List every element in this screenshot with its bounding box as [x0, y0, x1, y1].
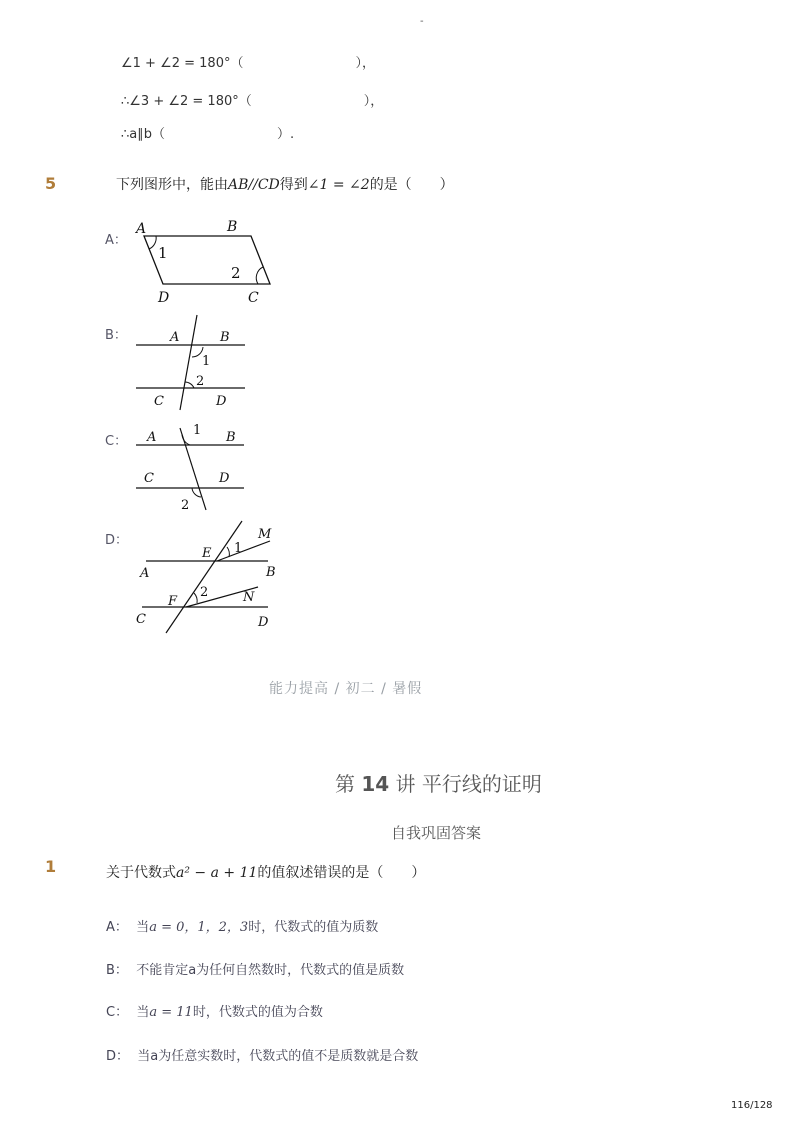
fig-c-angle-2: 2 [181, 498, 190, 513]
question-number-1: 1 [45, 857, 57, 876]
q1-option-b: B： 不能肯定a为任何自然数时，代数式的值是质数 [106, 963, 405, 978]
q1-option-a: A： 当a = 0，1，2，3时，代数式的值为质数 [106, 920, 379, 935]
proof-line-1: ∠1 + ∠2 = 180°（ ）， [121, 56, 375, 71]
figure-a-parallelogram [130, 212, 275, 312]
fig-c-label-B: B [226, 430, 236, 445]
page-number: 116/128 [731, 1100, 773, 1111]
fig-d-label-A: A [140, 566, 150, 581]
question-5-stem: 下列图形中，能由AB//CD得到∠1 = ∠2的是（ ） [116, 177, 454, 193]
fig-d-label-E: E [202, 546, 212, 561]
fig-a-angle-1: 1 [158, 244, 168, 262]
figure-b-parallel-lines [130, 310, 255, 415]
figure-c-parallel-lines [130, 418, 255, 518]
fig-d-angle-1: 1 [234, 541, 243, 556]
question-1-stem: 关于代数式a² − a + 11的值叙述错误的是（ ） [106, 865, 426, 881]
question-number-5: 5 [45, 174, 57, 193]
fig-d-label-F: F [168, 594, 178, 609]
proof-line-3: ∴a∥b（ ）. [121, 127, 295, 142]
fig-a-label-A: A [136, 221, 147, 237]
option-d-label: D： [105, 533, 129, 548]
fig-b-angle-2: 2 [196, 374, 205, 389]
fig-d-label-D: D [258, 615, 269, 630]
fig-d-label-M: M [258, 527, 272, 542]
fig-a-label-C: C [248, 290, 259, 306]
fig-b-label-A: A [170, 330, 180, 345]
figure-d-parallel-lines-with-rays [130, 515, 280, 635]
option-b-label: B： [105, 328, 127, 343]
proof-line-2: ∴∠3 + ∠2 = 180°（ ）， [121, 94, 384, 109]
fig-a-angle-2: 2 [231, 264, 241, 282]
fig-c-label-A: A [147, 430, 157, 445]
fig-a-label-D: D [158, 290, 170, 306]
option-a-label: A： [105, 233, 127, 248]
fig-d-angle-2: 2 [200, 585, 209, 600]
lecture-title: 第 14 讲 平行线的证明 [335, 772, 542, 796]
fig-c-label-D: D [219, 471, 230, 486]
q1-option-d: D： 当a为任意实数时，代数式的值不是质数就是合数 [106, 1049, 419, 1064]
fig-b-label-D: D [216, 394, 227, 409]
fig-c-angle-1: 1 [193, 423, 202, 438]
lecture-subtitle: 自我巩固答案 [391, 824, 482, 842]
fig-c-label-C: C [144, 471, 154, 486]
option-c-label: C： [105, 434, 128, 449]
fig-d-label-B: B [266, 565, 276, 580]
q1-option-c: C： 当a = 11时，代数式的值为合数 [106, 1005, 323, 1020]
fig-a-label-B: B [227, 219, 238, 235]
page-footer: 能力提高 / 初二 / 暑假 [269, 681, 423, 697]
fig-b-angle-1: 1 [202, 354, 211, 369]
fig-d-label-N: N [243, 590, 255, 605]
fig-b-label-C: C [154, 394, 164, 409]
fig-b-label-B: B [220, 330, 230, 345]
fig-d-label-C: C [136, 612, 146, 627]
header-mark: - [420, 16, 424, 27]
